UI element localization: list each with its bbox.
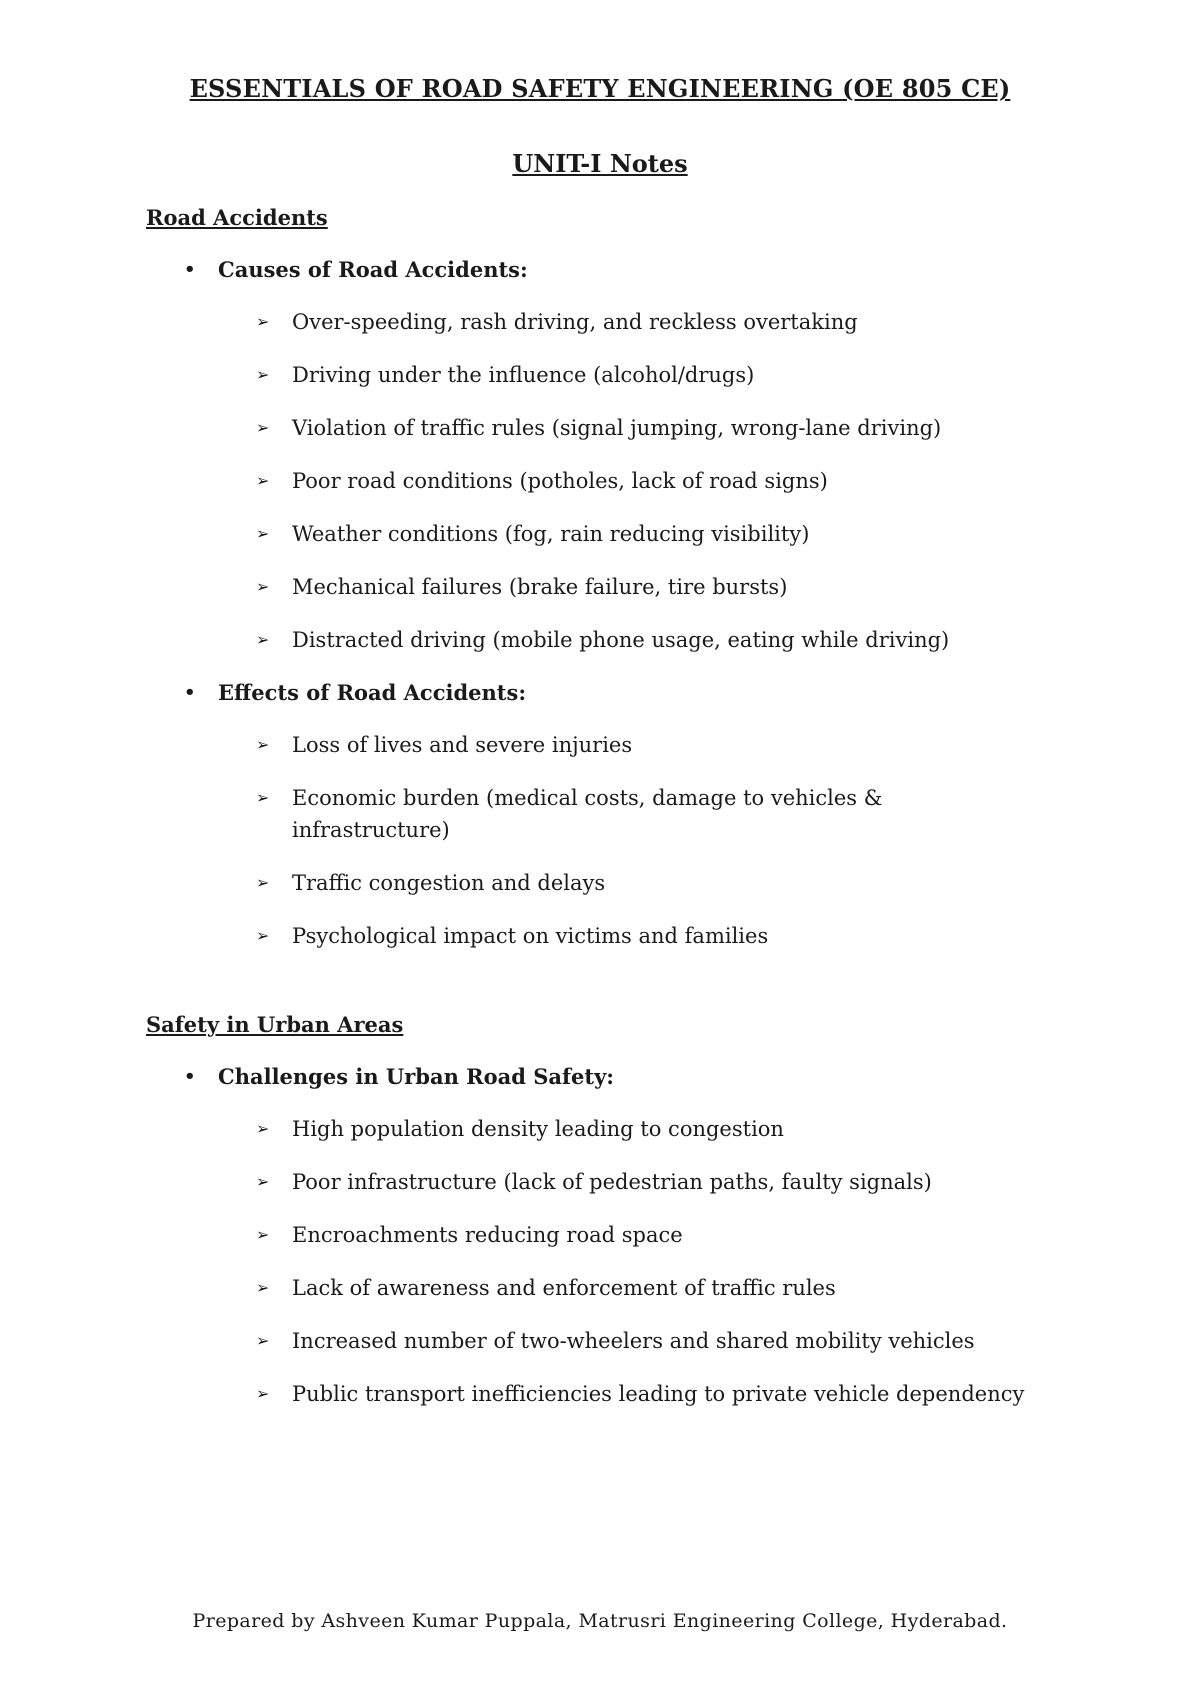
- group-heading-label: Causes of Road Accidents:: [218, 257, 528, 282]
- list-item-text: Poor infrastructure (lack of pedestrian paths, faulty signals): [292, 1170, 932, 1194]
- document-title: ESSENTIALS OF ROAD SAFETY ENGINEERING (OE 805 CE): [189, 74, 1011, 103]
- arrow-bullet-icon: ➢: [256, 1119, 270, 1138]
- arrow-bullet-icon: ➢: [256, 418, 270, 437]
- list-item-text: Traffic congestion and delays: [292, 871, 606, 895]
- item-list: [146, 306, 1066, 656]
- list-item: [146, 1378, 1066, 1410]
- list-item-text: Lack of awareness and enforcement of traffic rules: [292, 1276, 836, 1300]
- list-item: [146, 1272, 1066, 1304]
- list-item: [146, 306, 1066, 338]
- section-road-accidents: [146, 203, 1066, 952]
- group-heading-label: Effects of Road Accidents:: [218, 680, 527, 705]
- list-item-text: Economic burden (medical costs, damage to vehicles & infrastructure): [292, 786, 883, 842]
- list-item: [146, 1166, 1066, 1198]
- list-item-text: Increased number of two-wheelers and shared mobility vehicles: [292, 1329, 975, 1353]
- page-footer: Prepared by Ashveen Kumar Puppala, Matrusri Engineering College, Hyderabad.: [192, 1610, 1008, 1632]
- arrow-bullet-icon: ➢: [256, 630, 270, 649]
- arrow-bullet-icon: ➢: [256, 1225, 270, 1244]
- list-item-text: Weather conditions (fog, rain reducing visibility): [292, 522, 810, 546]
- list-item: [146, 1219, 1066, 1251]
- group-challenges: [146, 1062, 1066, 1410]
- list-item-text: Poor road conditions (potholes, lack of road signs): [292, 469, 828, 493]
- list-item-text: Over-speeding, rash driving, and reckless overtaking: [292, 310, 858, 334]
- unit-title: UNIT-I Notes: [512, 149, 688, 178]
- arrow-bullet-icon: ➢: [256, 312, 270, 331]
- arrow-bullet-icon: ➢: [256, 1278, 270, 1297]
- arrow-bullet-icon: ➢: [256, 365, 270, 384]
- group-heading: [146, 678, 1066, 708]
- group-heading: [146, 1062, 1066, 1092]
- list-item-text: Public transport inefficiencies leading to private vehicle dependency: [292, 1382, 1025, 1406]
- arrow-bullet-icon: ➢: [256, 788, 270, 807]
- list-item-text: Loss of lives and severe injuries: [292, 733, 633, 757]
- arrow-bullet-icon: ➢: [256, 471, 270, 490]
- group-heading: [146, 255, 1066, 285]
- arrow-bullet-icon: ➢: [256, 1331, 270, 1350]
- list-item: [146, 1325, 1066, 1357]
- bullet-icon: •: [184, 682, 196, 703]
- list-item: [146, 729, 1066, 761]
- arrow-bullet-icon: ➢: [256, 577, 270, 596]
- section-heading: Safety in Urban Areas: [146, 1012, 404, 1037]
- arrow-bullet-icon: ➢: [256, 926, 270, 945]
- list-item: [146, 624, 1066, 656]
- group-heading-label: Challenges in Urban Road Safety:: [218, 1064, 615, 1089]
- document-body: [146, 203, 1066, 1410]
- group-causes: [146, 255, 1066, 656]
- list-item-text: Psychological impact on victims and families: [292, 924, 769, 948]
- section-heading: Road Accidents: [146, 205, 328, 230]
- arrow-bullet-icon: ➢: [256, 1384, 270, 1403]
- list-item: [146, 1113, 1066, 1145]
- list-item-text: Violation of traffic rules (signal jumping, wrong-lane driving): [292, 416, 942, 440]
- list-item-text: Driving under the influence (alcohol/drugs): [292, 363, 755, 387]
- arrow-bullet-icon: ➢: [256, 1172, 270, 1191]
- bullet-icon: •: [184, 259, 196, 280]
- list-item-text: Encroachments reducing road space: [292, 1223, 683, 1247]
- bullet-icon: •: [184, 1066, 196, 1087]
- list-item-text: High population density leading to congestion: [292, 1117, 784, 1141]
- list-item: [146, 920, 1066, 952]
- arrow-bullet-icon: ➢: [256, 873, 270, 892]
- arrow-bullet-icon: ➢: [256, 524, 270, 543]
- list-item: [146, 359, 1066, 391]
- arrow-bullet-icon: ➢: [256, 735, 270, 754]
- item-list: [146, 729, 1066, 952]
- section-urban-safety: [146, 1010, 1066, 1410]
- list-item: [146, 867, 1066, 899]
- list-item-text: Mechanical failures (brake failure, tire bursts): [292, 575, 788, 599]
- list-item: [146, 782, 1066, 846]
- list-item: [146, 412, 1066, 444]
- list-item: [146, 571, 1066, 603]
- list-item: [146, 465, 1066, 497]
- list-item: [146, 518, 1066, 550]
- item-list: [146, 1113, 1066, 1410]
- list-item-text: Distracted driving (mobile phone usage, eating while driving): [292, 628, 950, 652]
- group-effects: [146, 678, 1066, 952]
